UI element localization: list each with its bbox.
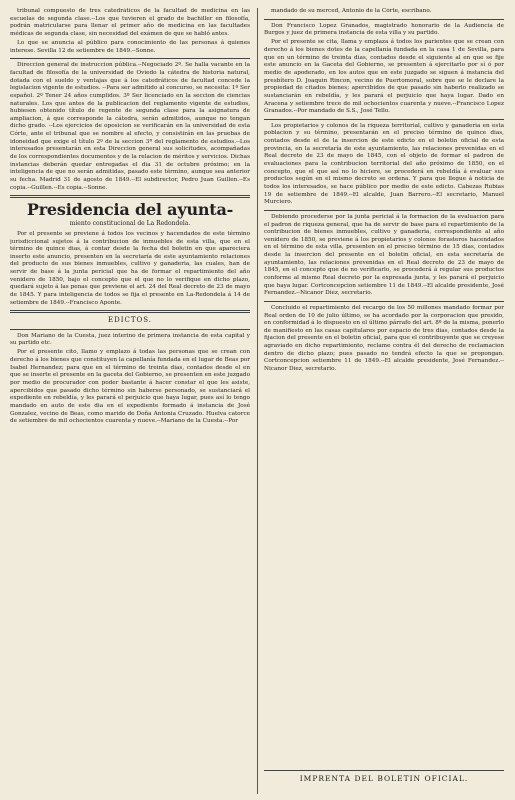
divider [264,19,504,20]
section-divider [10,195,250,198]
paragraph-judge-cuesta: Don Mariano de la Cuesta, juez interino de primera instancia de esta capital y su partido etc. [10,332,250,347]
divider [264,119,504,120]
printer-footer: IMPRENTA DEL BOLETIN OFICIAL. [299,774,469,783]
left-column [10,8,250,794]
divider [264,301,504,302]
divider [264,210,504,211]
section-subtitle: miento constitucional de La Redondela. [69,219,191,227]
section-divider [10,310,250,313]
section-title: Presidencia del ayunta- [26,200,234,220]
divider [10,58,250,59]
paragraph-oviedo-vacancy: Direccion general de instruccion pública.--Negociado 2º. Se halla vacante en la facultad de filosofía de la universidad de Oviedo la cátedra de historia natural, dotada con el sueldo y ventajas que á los catedráticos de facultad concede la legislacion vigente de estudios. --Para ser admitido al concurso, se necesita: 1º Ser español. 2º Tener 24 años cumplidos. 3º Ser licenciado en la seccion de ciencias naturales. Los que antes de la publicacion del reglamento vigente de estudios, hubiesen obtenido título de regente de segunda clase para la asignatura de ampliacion, á que corresponde la cátedra, serán admitidos, aunque no tengan dicho grado. --Los ejercicios de oposicion se verificarán en la universidad de esta Córte, ante el tribunal que se nombre al efecto, y consistirán en las pruebas de idoneidad que exige el título 2º de la seccion 3ª del reglamento de estudios.--Los interesados presentarán en esta Direccion general sus solicitudes, acompañadas de los correspondientes documentos y de la relacion de méritos y servicios. Dichas instancias deberán quedar entregadas el dia 31 de octubre próximo; en la inteligencia de que no serán admitidas, pasado este término, aunque sea anterior su fecha. Madrid 31 de agosto de 1849.--El subdirector, Pedro Juan Guillen.--Es copia.--Guillen.--Es copia.--Sonne. [10,62,250,191]
paragraph-aracena-summons: Por el presente se cita, llama y emplaza á todos los parientes que se crean con derecho á los bienes dotes de la capellanía fundada en la casa 1 de Sevilla, para que en un término de treinta dias, contados desde el siguiente al en que se fije este anuncio en la Gaceta del Gobierno, se presenten á ejercitarlo por sí ó por medio de apoderado, en los autos que en este juzgado se siguen á instancia del presbítero D. Joaquin Rincon, vecino de Puertomoral, sobre que se le declare la propiedad de citados bienes; apercibidos de que pasado sin haberlo realizado se sustanciarán en rebeldía, y les parará el perjuicio que haya lugar. Dado en Aracena y setiembre trece de mil ochocientos cuarenta y nueve.--Francisco Lopez Granados.--Por mandado de S.S., José Tello. [264,39,504,115]
divider [10,329,250,330]
paragraph-sevilla-notice: Lo que se anuncia al público para conocimiento de las personas á quienes interese. Sevilla 12 de setiembre de 1849.--Sonne. [10,40,250,54]
paragraph-cabezas-rubias: Los propietarios y colonos de la riqueza territorial, cultivo y ganaderia en esta poblacion y su término, presentarán en el preciso término de quince dias, contados desde el de la insercion de este edicto en el boletin oficial de esta provincia, en la secretaría de este ayuntamiento, las relaciones prevenidas en el Real decreto de 23 de mayo de 1845, con el objeto de formar el padron de evaluaciones para la contribucion territorial del año próximo de 1850, en el concepto, que el que así no lo hiciere, se procederá en rebeldía á evaluar sus productos según en el mismo decreto se ordena. Y para que llegue á noticia de todos los interesados, se hace público por medio de este edicto. Cabezas Rubias 19 de setiembre de 1849.--El alcalde, Juan Barrero.--El secretario, Manuel Murciero. [264,122,504,206]
paragraph-cortconcepcion-evaluation: Debiendo procederse por la junta pericial á la formacion de la evaluacion para el padron de riqueza general, que ha de servir de base para el repartimiento de la contribucion de bienes inmuebles, cultivo y ganaderia, correspondiente al año venidero de 1850, se previene á los propietarios y colonos forasteros hacendados en el término de esta villa, presenten en el preciso término de 15 dias, contados desde la insercion del presente en el boletin oficial, en esta secretaría de ayuntamiento, las relaciones prevenidas en el Real decreto de 23 de mayo de 1845, en el concepto que de no verificarlo, se procederá á regular sus productos conforme al mismo Real decreto por la expresada junta, y les parará el perjuicio que haya lugar. Cortconcepcion setiembre 11 de 1849.--El alcalde presidente, José Fernandez.--Nicanor Diez, secretario. [264,213,504,297]
paragraph-scribe: mandado de su merced, Antonio de la Córte, escribano. [271,8,432,14]
paragraph-medicine-tribunal: tribunal compuesto de tres catedráticos de la facultad de medicina en las escuelas de segunda clase.--Los que tuvieren el grado de bachiller en filosofía, podrán matricularse para llenar el primer año de medicina en las facultades médicas de segunda clase, sin necesidad del exámen de que se habló antes. [10,8,250,37]
paragraph-recargo-repartimiento: Concluido el repartimiento del recargo de los 50 millones mandado formar por Real orden de 10 de julio último, se ha acordado por la corporacion que presido, en conformidad á lo dispuesto en el último párrafo del art. 8º de la misma, ponerlo de manifiesto en las casas capitulares por espacio de tres dias, contados desde la fijacion del presente en el boletin oficial, para que el contribuyente que se creyese agraviado en dicho repartimiento, reclame contra él del derecho de reclamacion dentro de dicho plazo; pues pasado no tendrá efecto la que se propongan. Cortconcepcion setiembre 11 de 1849.--El alcalde presidente, José Fernandez.--Nicanor Diez, secretario. [264,304,504,373]
right-column [264,8,504,770]
column-separator [257,8,258,794]
paragraph-beas-chaplaincy: Por el presente cito, llamo y emplazo á todas las personas que se crean con derecho á los bienes que constituyen la capellanía fundada en el lugar de Beas por Isabel Hernandez; para que en el término de treinta dias, contados desde el en que se inserte el presente en la gaceta del Gobierno, se presenten en este juzgado por medio de procurador con poder bastante á hacer constar el que les asiste, apercibidos que pasado dicho término sin haberse personado, se sustanciará el expediente en rebeldía, y les parará el perjuicio que haya lugar, pues así lo tengo mandado en auto de este dia en el expediente formado á instancia de José Gonzalez, vecino de Beas, como marido de Doña Antonia Cruzado. Huelva catorce de setiembre de mil ochocientos cuarenta y nueve.--Mariano de la Cuesta.--Por [10,349,250,425]
edictos-heading: EDICTOS. [107,316,153,325]
paragraph-judge-granados: Don Francisco Lopez Granados, magistrado honorario de la Audiencia de Burgos y juez de primera instancia de esta villa y su partido. [264,22,504,37]
paragraph-redondela-notice: Por el presente se previene á todos los vecinos y hacendados de este término jurisdiccional sujetos á la contribucion de inmuebles de esta villa, que en el término de quince dias, á contar desde la fecha del boletin en que apareciera inserto este anuncio, presenten en la secretaría de este ayuntamiento relaciones del producto de sus bienes inmuebles, cultivo y ganaderia, las cuales, han de servir de base á la junta pericial que ha de formar el repartimiento del año venidero de 1850, bajo el concepto que el que no lo verifique en dicho plazo, quedará sujeto á las penas que previene el art. 24 del Real decreto de 23 de mayo de 1845. Y para inteligencia de todos se fija el presente en La-Redondela á 14 de setiembre de 1849.--Francisco Aponte. [10,230,250,306]
footer-divider [264,770,504,771]
